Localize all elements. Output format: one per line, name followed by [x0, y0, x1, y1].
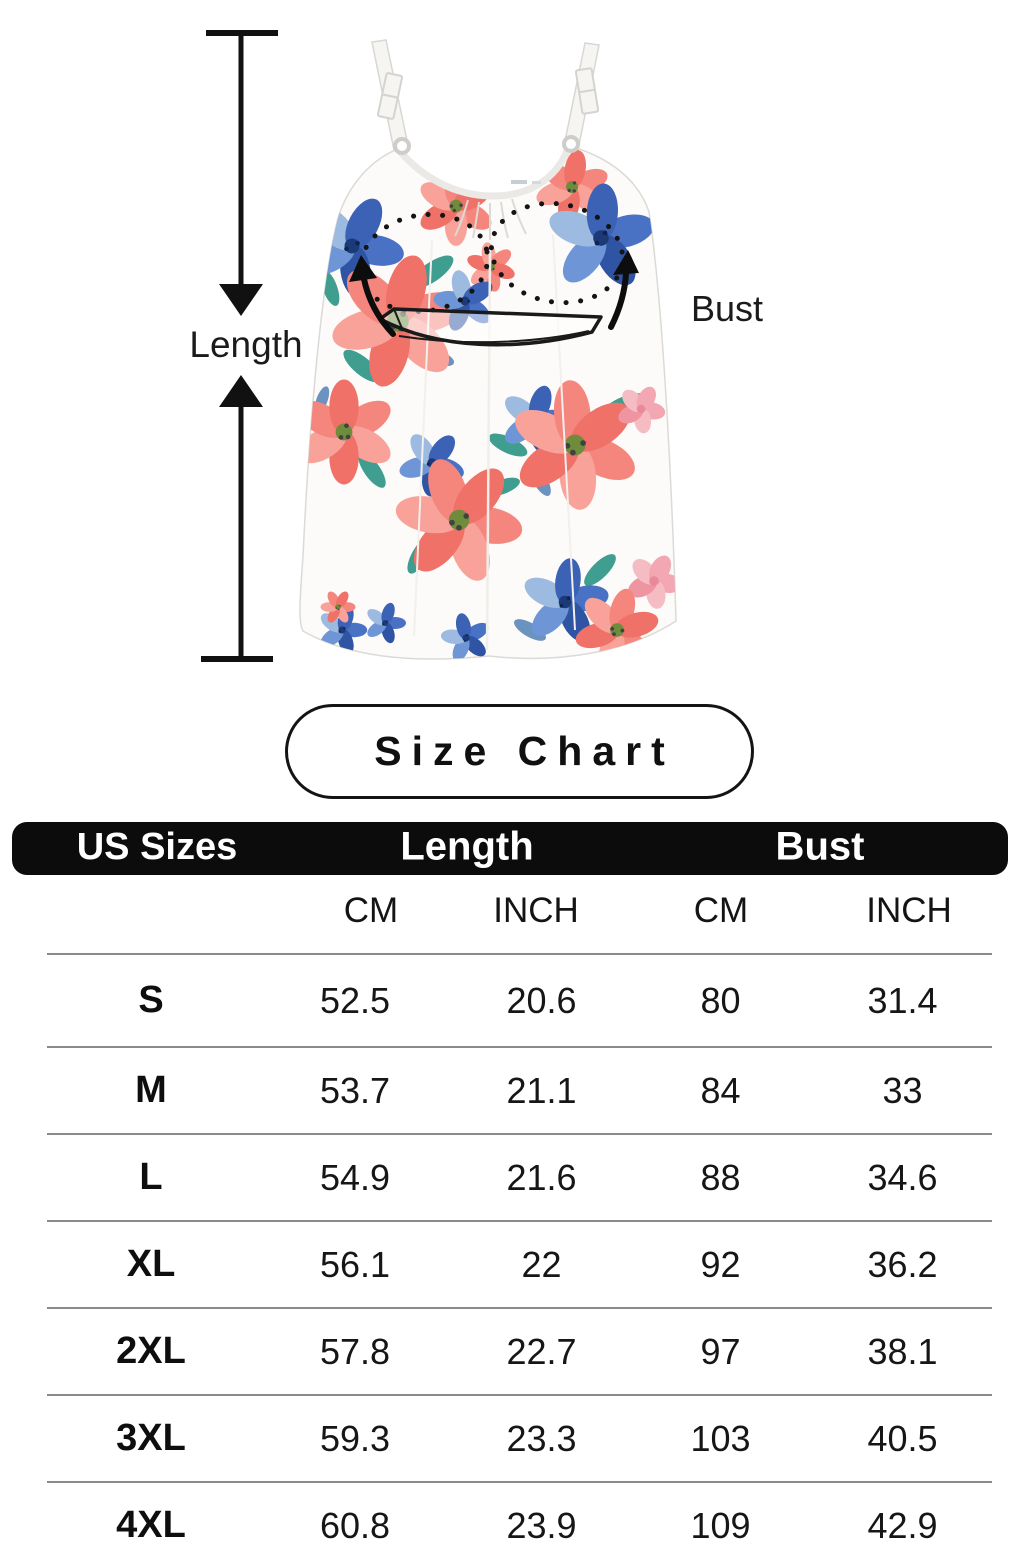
bust-cm-value: 109	[690, 1504, 751, 1546]
size-label: 4XL	[116, 1504, 186, 1546]
length-inch-value: 21.6	[506, 1156, 577, 1198]
bust-inch-value: 36.2	[867, 1243, 938, 1285]
length-inch-value: 21.1	[506, 1069, 577, 1111]
length-label: Length	[189, 324, 303, 365]
unit-length-cm: CM	[343, 891, 399, 930]
size-label: S	[138, 979, 164, 1021]
unit-bust-cm: CM	[693, 891, 749, 930]
care-tag	[511, 180, 541, 184]
bust-cm-value: 80	[700, 979, 741, 1021]
header-length: Length	[400, 824, 534, 869]
table-row	[47, 1220, 992, 1307]
length-cm-value: 54.9	[319, 1156, 391, 1198]
bust-label: Bust	[691, 288, 764, 329]
length-cm-value: 59.3	[319, 1417, 391, 1459]
length-cm-value: 56.1	[319, 1243, 391, 1285]
strap-ring-right	[564, 137, 578, 151]
bust-inch-value: 42.9	[867, 1504, 938, 1546]
bust-inch-value: 31.4	[867, 979, 938, 1021]
unit-length-inch: INCH	[493, 891, 579, 930]
size-label: 3XL	[116, 1417, 186, 1459]
length-cm-value: 57.8	[319, 1330, 391, 1372]
size-label: L	[139, 1156, 163, 1198]
bust-inch-value: 40.5	[867, 1417, 938, 1459]
table-row	[47, 953, 992, 1046]
size-chart-title: Size Chart	[374, 728, 675, 774]
camisole-illustration	[272, 137, 683, 690]
length-inch-value: 23.3	[506, 1417, 577, 1459]
length-inch-value: 22	[521, 1243, 562, 1285]
length-inch-value: 20.6	[506, 979, 577, 1021]
size-label: XL	[126, 1243, 176, 1285]
table-row	[47, 1133, 992, 1220]
bust-cm-value: 92	[700, 1243, 741, 1285]
length-cm-value: 52.5	[319, 979, 391, 1021]
strap-ring-left	[395, 139, 409, 153]
size-label: 2XL	[116, 1330, 186, 1372]
bust-cm-value: 97	[700, 1330, 741, 1372]
length-cm-value: 60.8	[319, 1504, 391, 1546]
table-row	[47, 1481, 992, 1550]
table-row	[47, 1046, 992, 1133]
bust-cm-value: 84	[700, 1069, 741, 1111]
bust-inch-value: 33	[882, 1069, 923, 1111]
table-header-bar	[12, 822, 1008, 875]
units-subheader	[0, 888, 1020, 934]
length-inch-value: 22.7	[506, 1330, 577, 1372]
bust-inch-value: 38.1	[867, 1330, 938, 1372]
bust-inch-value: 34.6	[867, 1156, 938, 1198]
table-row	[47, 1394, 992, 1481]
length-inch-value: 23.9	[506, 1504, 577, 1546]
header-us-sizes: US Sizes	[76, 825, 238, 868]
size-table	[47, 953, 992, 1550]
size-label: M	[135, 1069, 167, 1111]
table-row	[47, 1307, 992, 1394]
header-bust: Bust	[775, 824, 865, 869]
unit-bust-inch: INCH	[866, 891, 952, 930]
bust-cm-value: 88	[700, 1156, 741, 1198]
size-chart-title-pill	[285, 704, 754, 799]
bust-cm-value: 103	[690, 1417, 751, 1459]
length-cm-value: 53.7	[319, 1069, 391, 1111]
